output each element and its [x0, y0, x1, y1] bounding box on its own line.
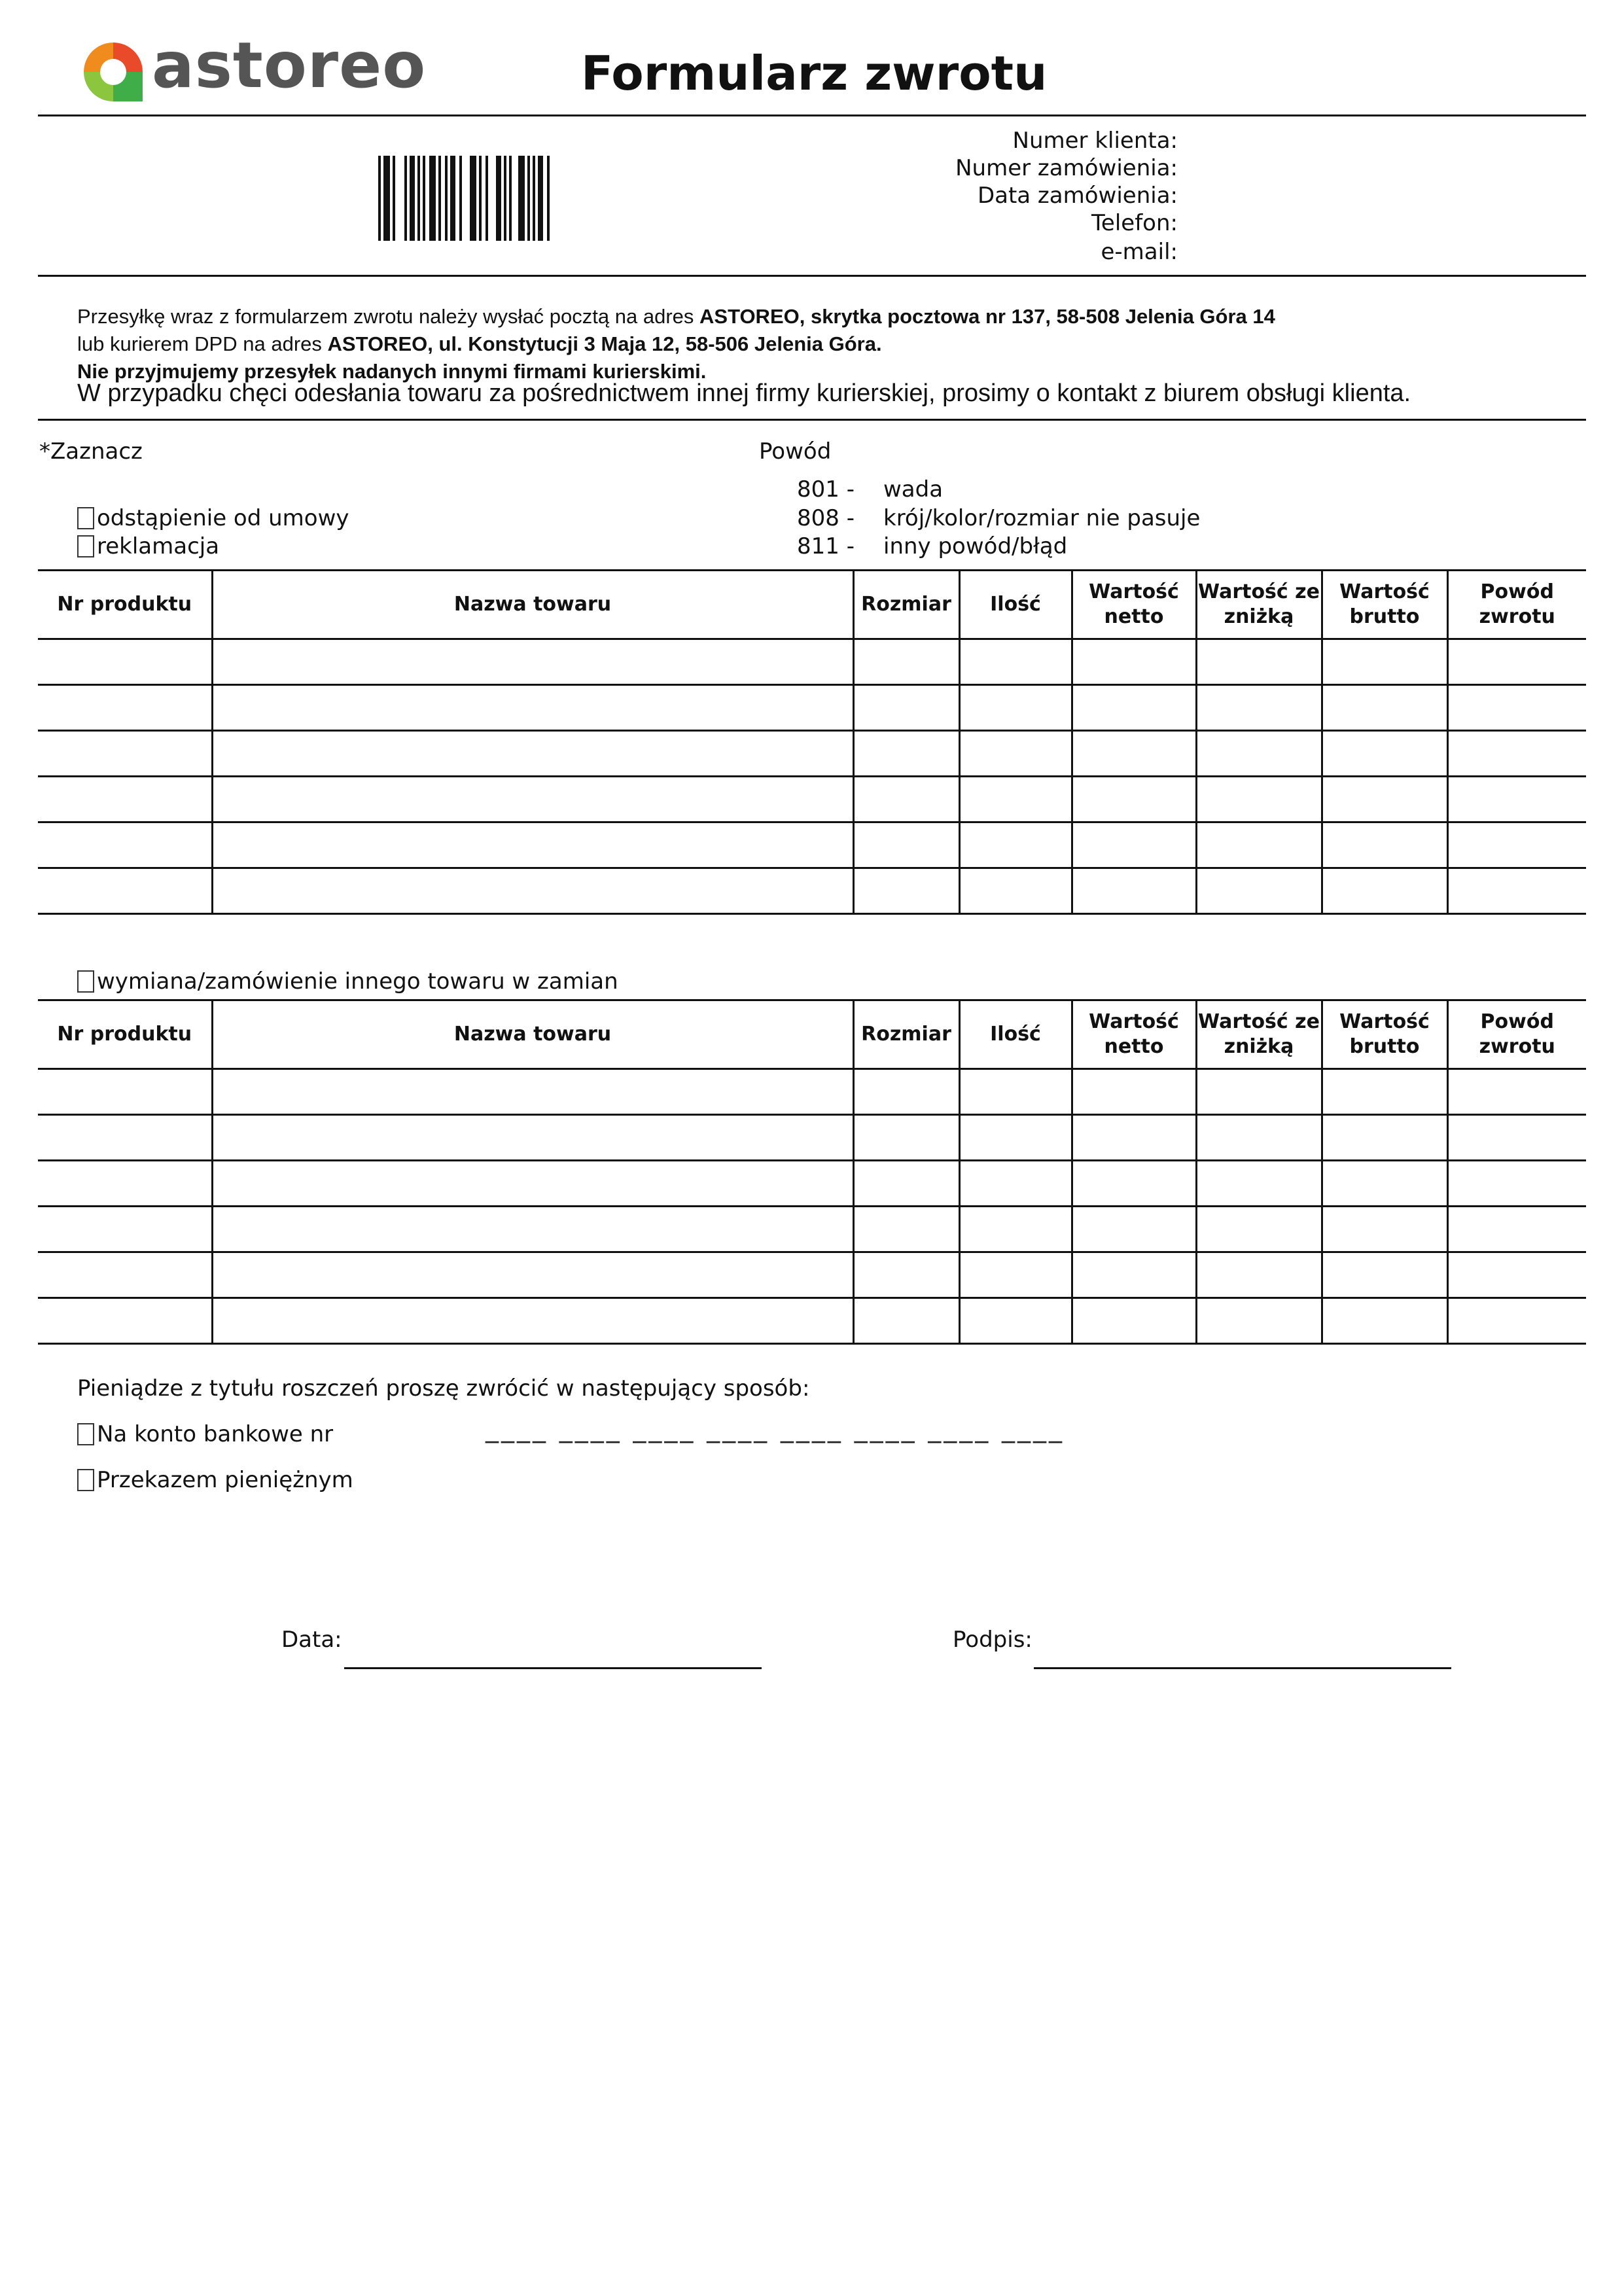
- table-cell[interactable]: [38, 777, 212, 822]
- table-cell[interactable]: [1322, 1207, 1447, 1252]
- table-cell[interactable]: [1447, 1207, 1586, 1252]
- table-cell[interactable]: [212, 1298, 853, 1344]
- exchange-products-table: [38, 999, 1586, 1345]
- table-cell[interactable]: [1072, 822, 1196, 868]
- option-label: Przekazem pieniężnym: [97, 1467, 353, 1493]
- table-cell[interactable]: [1322, 731, 1447, 777]
- table-cell[interactable]: [1196, 1207, 1322, 1252]
- table-cell[interactable]: [212, 685, 853, 731]
- table-cell[interactable]: [38, 685, 212, 731]
- table-cell[interactable]: [959, 777, 1072, 822]
- table-cell[interactable]: [212, 1161, 853, 1207]
- table-cell[interactable]: [1072, 1252, 1196, 1298]
- table-row: [38, 1298, 1586, 1344]
- table-cell[interactable]: [853, 1207, 959, 1252]
- column-header: Nr produktu: [38, 571, 212, 639]
- table-row: [38, 639, 1586, 685]
- checkbox[interactable]: [77, 1469, 94, 1491]
- column-header: Powód zwrotu: [1447, 571, 1586, 639]
- table-row: [38, 868, 1586, 914]
- table-cell[interactable]: [38, 1115, 212, 1161]
- table-cell[interactable]: [853, 1115, 959, 1161]
- table-cell[interactable]: [212, 639, 853, 685]
- table-cell[interactable]: [1196, 1252, 1322, 1298]
- refund-intro: Pieniądze z tytułu roszczeń proszę zwrócić w następujący sposób:: [77, 1375, 810, 1402]
- column-header: Ilość: [959, 1000, 1072, 1069]
- table-cell[interactable]: [212, 731, 853, 777]
- table-cell[interactable]: [959, 822, 1072, 868]
- checkbox[interactable]: [77, 1423, 94, 1445]
- table-cell[interactable]: [38, 1161, 212, 1207]
- reason-label: wada: [883, 476, 944, 503]
- reason-label: inny powód/błąd: [883, 533, 1068, 559]
- column-header: Nazwa towaru: [212, 571, 853, 639]
- table-cell[interactable]: [853, 822, 959, 868]
- table-cell[interactable]: [959, 1115, 1072, 1161]
- table-cell[interactable]: [1447, 777, 1586, 822]
- return-products-table: [38, 569, 1586, 915]
- label-order-number: Numer zamówienia:: [955, 155, 1178, 181]
- table-cell[interactable]: [1447, 731, 1586, 777]
- table-cell[interactable]: [1322, 777, 1447, 822]
- table-cell[interactable]: [959, 1207, 1072, 1252]
- shipping-note-line-2: lub kurierem DPD na adres ASTOREO, ul. Konstytucji 3 Maja 12, 58-506 Jelenia Góra.: [77, 332, 882, 355]
- table-cell[interactable]: [1072, 685, 1196, 731]
- signature-field[interactable]: [1034, 1667, 1451, 1669]
- page-title: Formularz zwrotu: [581, 46, 1048, 101]
- table-cell[interactable]: [1196, 685, 1322, 731]
- option-withdrawal[interactable]: [77, 505, 349, 531]
- table-cell[interactable]: [1196, 1298, 1322, 1344]
- column-header: Ilość: [959, 571, 1072, 639]
- table-cell[interactable]: [38, 868, 212, 914]
- label-phone: Telefon:: [1091, 210, 1178, 236]
- logo-text: astoreo: [152, 29, 427, 102]
- table-row: [38, 685, 1586, 731]
- table-cell[interactable]: [853, 868, 959, 914]
- table-row: [38, 777, 1586, 822]
- option-postal-order[interactable]: [77, 1467, 353, 1493]
- column-header: Rozmiar: [853, 571, 959, 639]
- table-cell[interactable]: [1072, 731, 1196, 777]
- table-cell[interactable]: [853, 731, 959, 777]
- column-header: Powód zwrotu: [1447, 1000, 1586, 1069]
- table-cell[interactable]: [1072, 1298, 1196, 1344]
- table-cell[interactable]: [38, 731, 212, 777]
- date-label: Data:: [281, 1627, 342, 1653]
- table-cell[interactable]: [1072, 1207, 1196, 1252]
- table-cell[interactable]: [212, 1207, 853, 1252]
- table-cell[interactable]: [1196, 822, 1322, 868]
- table-cell[interactable]: [1196, 868, 1322, 914]
- table-cell[interactable]: [959, 1252, 1072, 1298]
- table-cell[interactable]: [1322, 1298, 1447, 1344]
- table-cell[interactable]: [853, 1069, 959, 1115]
- option-bank-transfer[interactable]: [77, 1421, 333, 1447]
- table-cell[interactable]: [38, 639, 212, 685]
- table-cell[interactable]: [853, 685, 959, 731]
- table-cell[interactable]: [1322, 639, 1447, 685]
- table-cell[interactable]: [959, 685, 1072, 731]
- table-cell[interactable]: [959, 731, 1072, 777]
- option-label: reklamacja: [97, 533, 220, 559]
- table-row: [38, 822, 1586, 868]
- divider: [38, 275, 1586, 277]
- table-cell[interactable]: [1196, 1161, 1322, 1207]
- table-cell[interactable]: [1196, 639, 1322, 685]
- table-cell[interactable]: [212, 822, 853, 868]
- option-label: odstąpienie od umowy: [97, 505, 349, 531]
- shipping-note-line-3: Nie przyjmujemy przesyłek nadanych innymi firmami kurierskimi.: [77, 360, 707, 383]
- table-cell[interactable]: [1196, 1069, 1322, 1115]
- barcode-image: [378, 156, 555, 241]
- astoreo-logo: [77, 36, 149, 108]
- table-cell[interactable]: [853, 1161, 959, 1207]
- table-cell[interactable]: [1322, 1115, 1447, 1161]
- table-cell[interactable]: [959, 868, 1072, 914]
- table-cell[interactable]: [1072, 639, 1196, 685]
- table-cell[interactable]: [1447, 1115, 1586, 1161]
- table-cell[interactable]: [853, 639, 959, 685]
- shipping-note-line-4: W przypadku chęci odesłania towaru za pośrednictwem innej firmy kurierskiej, prosimy o kontakt z biurem obsługi klienta.: [77, 380, 1411, 407]
- table-cell[interactable]: [212, 1115, 853, 1161]
- table-cell[interactable]: [1072, 777, 1196, 822]
- table-cell[interactable]: [212, 1069, 853, 1115]
- table-cell[interactable]: [38, 822, 212, 868]
- table-cell[interactable]: [1447, 1161, 1586, 1207]
- column-header: Wartość brutto: [1322, 1000, 1447, 1069]
- table-cell[interactable]: [853, 777, 959, 822]
- table-row: [38, 1115, 1586, 1161]
- table-cell[interactable]: [1072, 1069, 1196, 1115]
- reason-code: 811 -: [797, 533, 855, 559]
- column-header: Wartość ze zniżką: [1196, 1000, 1322, 1069]
- column-header: Nr produktu: [38, 1000, 212, 1069]
- table-cell[interactable]: [38, 1207, 212, 1252]
- mark-label: *Zaznacz: [39, 438, 143, 465]
- checkbox[interactable]: [77, 535, 94, 557]
- table-cell[interactable]: [959, 1069, 1072, 1115]
- divider: [38, 419, 1586, 421]
- table-cell[interactable]: [1072, 1161, 1196, 1207]
- table-cell[interactable]: [959, 1161, 1072, 1207]
- table-row: [38, 1207, 1586, 1252]
- table-cell[interactable]: [1322, 868, 1447, 914]
- table-cell[interactable]: [212, 777, 853, 822]
- divider: [38, 115, 1586, 116]
- option-label: wymiana/zamówienie innego towaru w zamian: [97, 968, 618, 995]
- reason-label: krój/kolor/rozmiar nie pasuje: [883, 505, 1201, 531]
- reason-code: 808 -: [797, 505, 855, 531]
- column-header: Rozmiar: [853, 1000, 959, 1069]
- table-cell[interactable]: [1322, 685, 1447, 731]
- column-header: Wartość ze zniżką: [1196, 571, 1322, 639]
- table-cell[interactable]: [1447, 1298, 1586, 1344]
- signature-label: Podpis:: [953, 1627, 1033, 1653]
- date-field[interactable]: [344, 1667, 762, 1669]
- table-row: [38, 1252, 1586, 1298]
- shipping-note-line-1: Przesyłkę wraz z formularzem zwrotu należy wysłać pocztą na adres ASTOREO, skrytka pocztowa nr 137, 58-508 Jelenia Góra 14: [77, 305, 1275, 328]
- table-cell[interactable]: [1322, 1161, 1447, 1207]
- table-cell[interactable]: [1072, 868, 1196, 914]
- table-cell[interactable]: [853, 1298, 959, 1344]
- table-row: [38, 731, 1586, 777]
- table-cell[interactable]: [1447, 639, 1586, 685]
- table-cell[interactable]: [38, 1298, 212, 1344]
- account-number-field[interactable]: ____ ____ ____ ____ ____ ____ ____ ____: [485, 1413, 1065, 1443]
- reason-heading: Powód: [759, 438, 832, 465]
- column-header: Wartość netto: [1072, 1000, 1196, 1069]
- table-cell[interactable]: [212, 868, 853, 914]
- label-client-number: Numer klienta:: [1012, 128, 1178, 154]
- table-cell[interactable]: [1072, 1115, 1196, 1161]
- table-cell[interactable]: [1447, 1252, 1586, 1298]
- reason-code: 801 -: [797, 476, 855, 503]
- option-label: Na konto bankowe nr: [97, 1421, 334, 1447]
- table-header-row: [38, 1000, 1586, 1069]
- table-row: [38, 1069, 1586, 1115]
- label-order-date: Data zamówienia:: [977, 183, 1178, 209]
- table-cell[interactable]: [1322, 1252, 1447, 1298]
- option-complaint[interactable]: [77, 533, 219, 559]
- table-cell[interactable]: [1447, 685, 1586, 731]
- table-cell[interactable]: [1322, 1069, 1447, 1115]
- table-cell[interactable]: [1447, 1069, 1586, 1115]
- column-header: Wartość netto: [1072, 571, 1196, 639]
- label-email: e-mail:: [1101, 239, 1178, 265]
- table-cell[interactable]: [1322, 822, 1447, 868]
- table-cell[interactable]: [959, 1298, 1072, 1344]
- table-cell[interactable]: [212, 1252, 853, 1298]
- checkbox[interactable]: [77, 507, 94, 529]
- table-cell[interactable]: [1447, 822, 1586, 868]
- table-cell[interactable]: [959, 639, 1072, 685]
- table-cell[interactable]: [1196, 777, 1322, 822]
- table-cell[interactable]: [1196, 1115, 1322, 1161]
- table-cell[interactable]: [853, 1252, 959, 1298]
- table-cell[interactable]: [1196, 731, 1322, 777]
- table-cell[interactable]: [38, 1252, 212, 1298]
- table-cell[interactable]: [1447, 868, 1586, 914]
- table-cell[interactable]: [38, 1069, 212, 1115]
- checkbox[interactable]: [77, 970, 94, 993]
- table-header-row: [38, 571, 1586, 639]
- option-exchange[interactable]: [77, 968, 618, 995]
- column-header: Wartość brutto: [1322, 571, 1447, 639]
- table-row: [38, 1161, 1586, 1207]
- column-header: Nazwa towaru: [212, 1000, 853, 1069]
